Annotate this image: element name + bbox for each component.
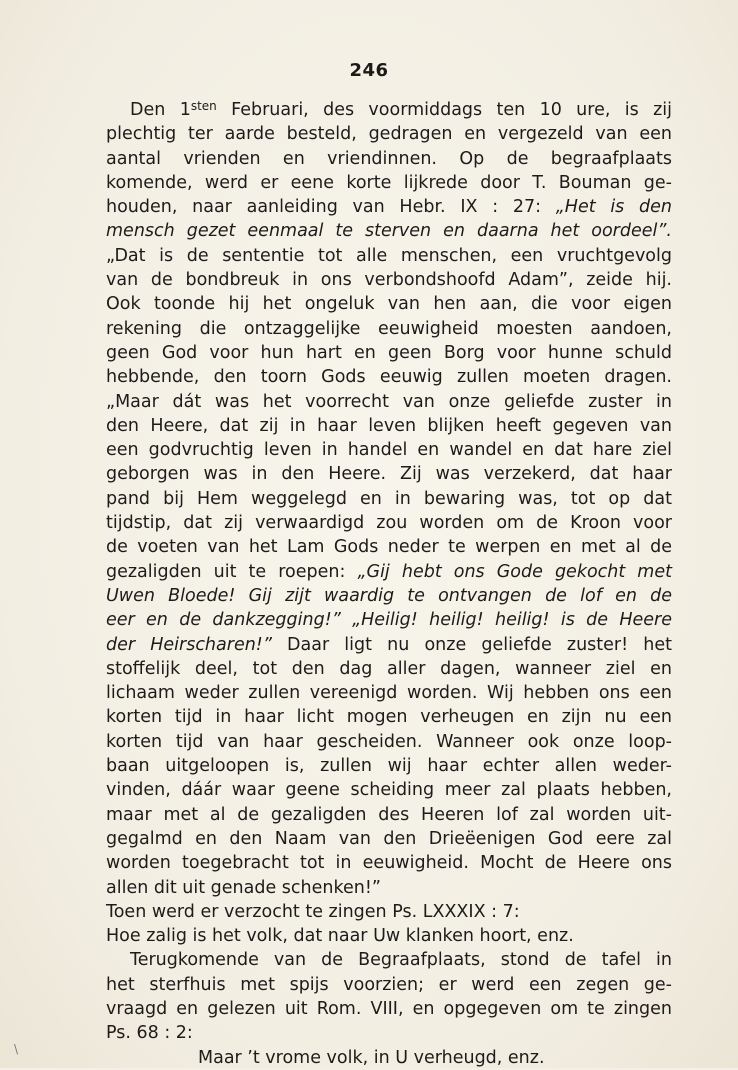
text-segment: de voeten van het Lam Gods neder te werpen en met al de (106, 537, 672, 558)
text-segment: Den (130, 100, 180, 120)
text-line (106, 511, 672, 535)
text-segment: geen God voor hun hart en geen Borg voor hunne schuld (106, 342, 672, 363)
italic-text: eer en de dankzegging!” „Heilig! heilig! heilig! is de Heere (106, 610, 672, 631)
text-line (106, 608, 672, 632)
text-segment: korten tijd van haar gescheiden. Wanneer ook onze loop- (106, 731, 672, 752)
text-line (106, 244, 672, 268)
text-line (106, 876, 672, 900)
text-line (106, 414, 672, 438)
text-line (106, 705, 672, 729)
text-line (106, 754, 672, 778)
text-line (106, 341, 672, 365)
text-segment: van de bondbreuk in ons verbondshoofd Adam”, zeide hij. (106, 270, 672, 291)
text-line (106, 730, 672, 754)
text-line (106, 803, 672, 827)
text-line (106, 438, 672, 462)
ordinal-superscript: $1^{sten}$ (179, 99, 217, 120)
text-line (106, 973, 672, 997)
text-line (106, 900, 672, 924)
page-number: 246 (349, 60, 389, 81)
text-segment: „Maar dát was het voorrecht van onze geliefde zuster in (106, 391, 672, 412)
italic-text: „Gij hebt ons Gode gekocht met (357, 561, 672, 582)
text-line (106, 122, 672, 146)
text-segment: allen dit uit genade schenken!” (106, 877, 381, 898)
text-line (106, 317, 672, 341)
text-segment: Ps. 68 : 2: (106, 1023, 193, 1044)
text-line (106, 365, 672, 389)
text-line (106, 560, 672, 584)
text-segment: pand bij Hem weggelegd en in bewaring was, tot op dat (106, 488, 672, 509)
text-line (106, 681, 672, 705)
text-line (106, 948, 672, 972)
page-text (106, 98, 672, 1070)
text-segment: houden, naar aanleiding van Hebr. IX : 27: (106, 197, 556, 218)
text-segment: vinden, dáár waar geene scheiding meer zal plaats hebben, (106, 780, 672, 801)
text-segment: geborgen was in den Heere. Zij was verzekerd, dat haar (106, 464, 672, 485)
text-segment: Hoe zalig is het volk, dat naar Uw klanken hoort, enz. (106, 926, 574, 947)
text-line (106, 851, 672, 875)
text-line (106, 633, 672, 657)
text-segment: baan uitgeloopen is, zullen wij haar echter allen weder- (106, 756, 672, 777)
text-segment: lichaam weder zullen vereenigd worden. Wij hebben ons een (106, 683, 672, 704)
text-line (106, 1046, 672, 1070)
text-segment: komende, werd er eene korte lijkrede door T. Bouman ge- (106, 172, 672, 193)
italic-text: Uwen Bloede! Gij zijt waardig te ontvangen de lof en de (106, 585, 672, 606)
text-segment: rekening die ontzaggelijke eeuwigheid moesten aandoen, (106, 318, 672, 339)
text-segment: hebbende, den toorn Gods eeuwig zullen moeten dragen. (106, 367, 672, 388)
text-line (106, 147, 672, 171)
text-line (106, 657, 672, 681)
text-line (106, 462, 672, 486)
text-line (106, 827, 672, 851)
text-line (106, 390, 672, 414)
text-line (106, 1021, 672, 1045)
text-segment: maar met al de gezaligden des Heeren lof zal worden uit- (106, 804, 672, 825)
text-line (106, 171, 672, 195)
text-segment: het sterfhuis met spijs voorzien; er werd een zegen ge- (106, 974, 672, 995)
text-segment: vraagd en gelezen uit Rom. VIII, en opgegeven om te zingen (106, 998, 672, 1019)
text-segment: „Dat is de sententie tot alle menschen, een vruchtgevolg (106, 245, 672, 266)
text-segment: plechtig ter aarde besteld, gedragen en vergezeld van een (106, 124, 672, 145)
text-segment: worden toegebracht tot in eeuwigheid. Mocht de Heere ons (106, 853, 672, 874)
text-line (106, 778, 672, 802)
text-segment: gezaligden uit te roepen: (106, 561, 358, 582)
text-line (106, 924, 672, 948)
text-line (106, 535, 672, 559)
text-segment: Maar ’t vrome volk, in U verheugd, enz. (198, 1047, 545, 1068)
text-segment: gegalmd en den Naam van den Drieëenigen God eere zal (106, 828, 672, 849)
text-segment: stoffelijk deel, tot den dag aller dagen, wanneer ziel en (106, 658, 672, 679)
text-line (106, 292, 672, 316)
text-line (106, 268, 672, 292)
text-segment: Terugkomende van de Begraafplaats, stond de tafel in (130, 950, 672, 971)
text-segment: Daar ligt nu onze geliefde zuster! het (271, 634, 672, 655)
text-line (106, 584, 672, 608)
italic-text: der Heirscharen!” (106, 634, 272, 655)
text-segment: Februari, des voormiddags ten 10 ure, is zij (216, 100, 672, 120)
text-segment: korten tijd in haar licht mogen verheugen en zijn nu een (106, 707, 672, 728)
text-segment: Ook toonde hij het ongeluk van hen aan, die voor eigen (106, 294, 672, 315)
text-segment: den Heere, dat zij in haar leven blijken heeft gegeven van (106, 415, 672, 436)
corner-mark: \ (14, 1042, 19, 1056)
text-line (106, 487, 672, 511)
text-segment: Toen werd er verzocht te zingen Ps. LXXXIX : 7: (106, 901, 520, 922)
text-segment: tijdstip, dat zij verwaardigd zou worden om de Kroon voor (106, 513, 672, 534)
text-line (106, 98, 672, 122)
italic-text: mensch gezet eenmaal te sterven en daarna het oordeel”. (106, 221, 672, 242)
text-segment: een godvruchtig leven in handel en wandel en dat hare ziel (106, 440, 672, 461)
italic-text: „Het is den (555, 197, 672, 218)
text-line (106, 997, 672, 1021)
text-line (106, 219, 672, 243)
text-line (106, 195, 672, 219)
text-segment: aantal vrienden en vriendinnen. Op de begraafplaats (106, 148, 672, 169)
